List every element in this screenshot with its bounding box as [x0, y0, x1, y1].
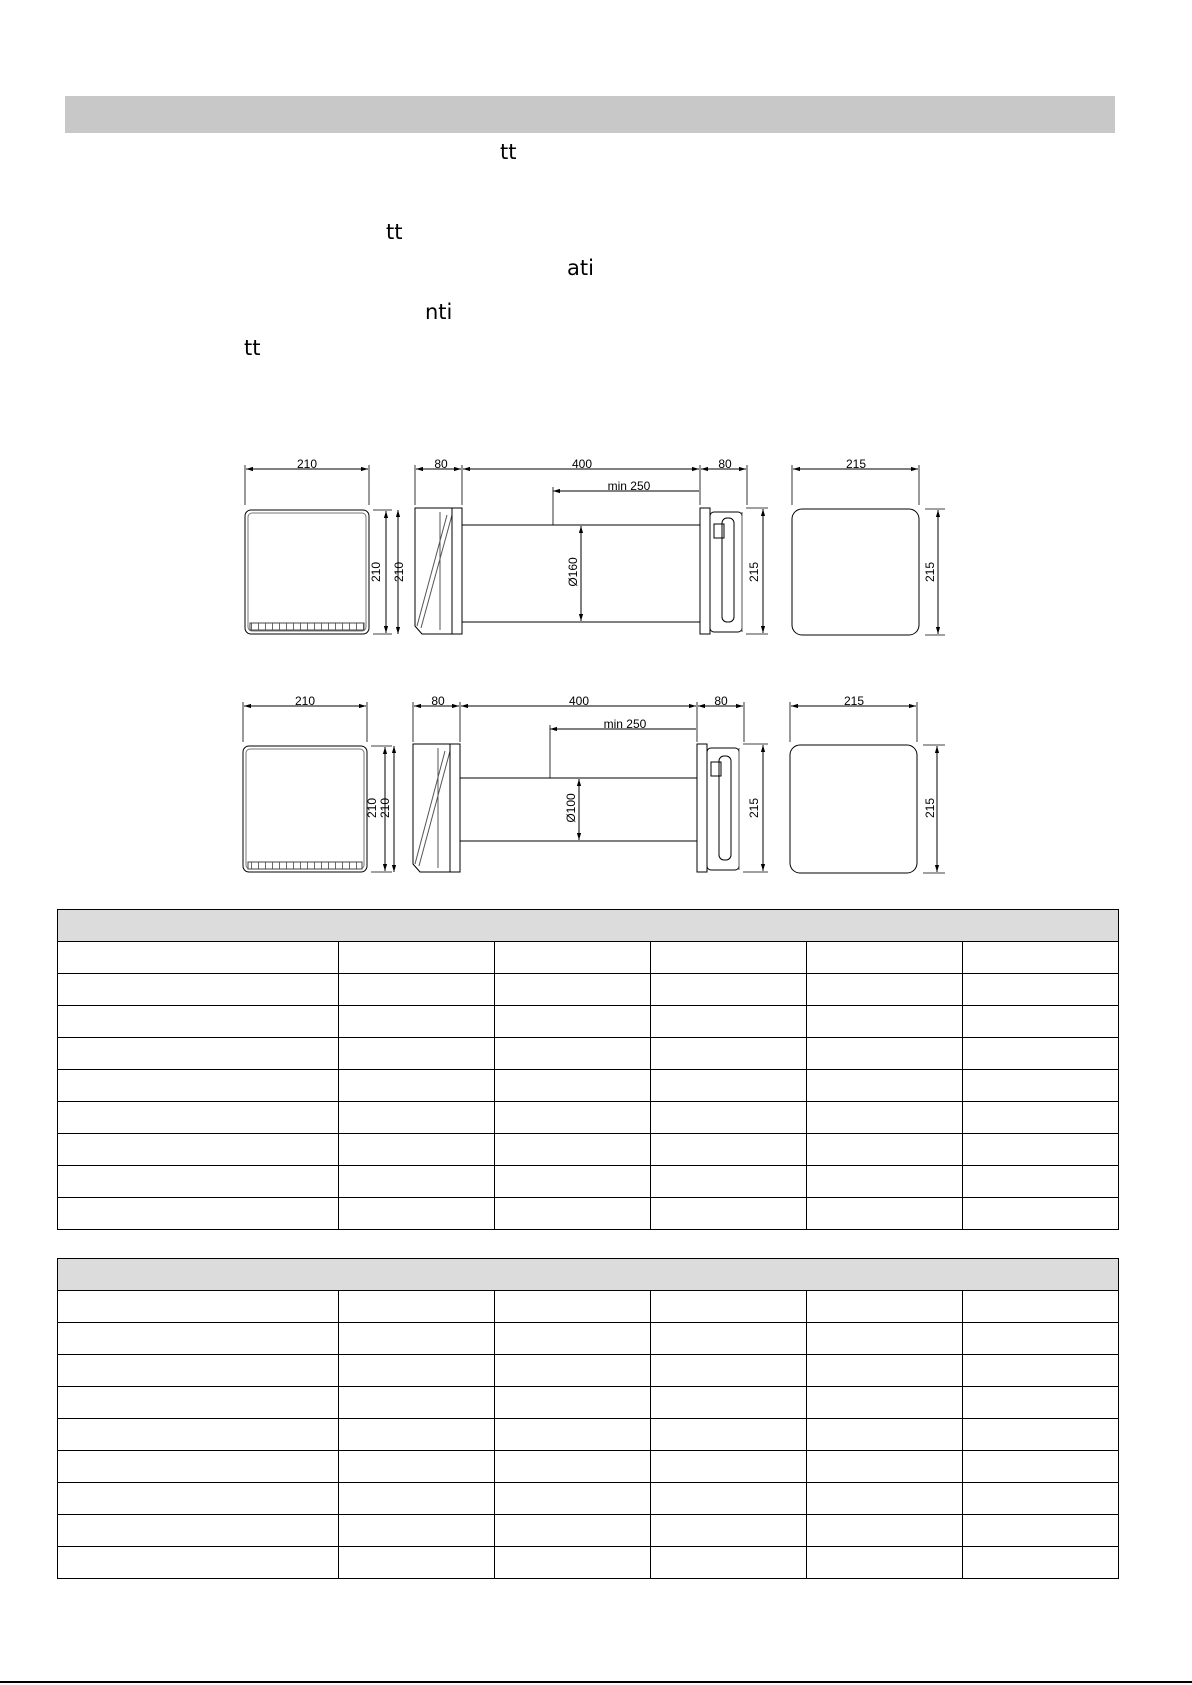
table-row [58, 1291, 1119, 1323]
dim-front-height: 210 [369, 561, 383, 583]
table-row [58, 1451, 1119, 1483]
text-fragment: ati [567, 256, 594, 280]
table-row [58, 1483, 1119, 1515]
table-row [58, 1006, 1119, 1038]
dim-outer-depth: 80 [434, 457, 448, 471]
table-row [58, 1387, 1119, 1419]
spec-table-1 [57, 909, 1119, 1230]
dim-inner-height: 215 [923, 797, 937, 819]
side-view [398, 465, 768, 634]
dim-front-width: 210 [296, 457, 318, 471]
dim-pipe-length: 400 [571, 457, 593, 471]
front-grille-view [245, 465, 392, 634]
table-row [58, 1515, 1119, 1547]
table-row [58, 1419, 1119, 1451]
drawing-160 [245, 465, 945, 635]
dim-min-length: min 250 [603, 717, 647, 731]
table-row [58, 942, 1119, 974]
dim-inner-side-height: 215 [747, 561, 761, 583]
text-fragment: tt [500, 140, 517, 164]
dim-inner-width: 215 [843, 694, 865, 708]
dim-side-height: 210 [378, 797, 392, 819]
dim-side-height: 210 [392, 561, 406, 583]
dim-pipe-diameter: Ø100 [564, 793, 578, 823]
text-fragment: tt [386, 220, 403, 244]
table-row [58, 974, 1119, 1006]
table-row [58, 1547, 1119, 1579]
dim-outer-depth: 80 [431, 694, 445, 708]
dim-pipe-diameter: Ø160 [566, 557, 580, 587]
inner-panel-view [792, 465, 945, 635]
page-bottom-rule [0, 1681, 1192, 1683]
side-view [394, 702, 768, 872]
table-row [58, 1198, 1119, 1230]
drawing-100 [243, 702, 945, 873]
table-header-cell [58, 1259, 1119, 1291]
spec-table-2 [57, 1258, 1119, 1579]
table-row [58, 1355, 1119, 1387]
table-row [58, 1134, 1119, 1166]
text-fragment: nti [425, 300, 453, 324]
inner-panel-view [790, 702, 945, 873]
table-row [58, 1166, 1119, 1198]
dim-min-length: min 250 [607, 479, 651, 493]
text-fragment: tt [244, 336, 261, 360]
table-row [58, 1038, 1119, 1070]
table-header-row [58, 1259, 1119, 1291]
table-row [58, 1323, 1119, 1355]
table-header-cell [58, 910, 1119, 942]
dim-inner-side-height: 215 [747, 797, 761, 819]
dim-inner-width: 215 [845, 457, 867, 471]
dim-pipe-length: 400 [568, 694, 590, 708]
dim-front-height: 210 [365, 797, 379, 819]
dim-front-width: 210 [294, 694, 316, 708]
dim-inner-height: 215 [923, 561, 937, 583]
table-header-row [58, 910, 1119, 942]
front-grille-view [243, 702, 392, 872]
dim-inner-depth: 80 [718, 457, 732, 471]
table-row [58, 1070, 1119, 1102]
table-row [58, 1102, 1119, 1134]
dim-inner-depth: 80 [714, 694, 728, 708]
